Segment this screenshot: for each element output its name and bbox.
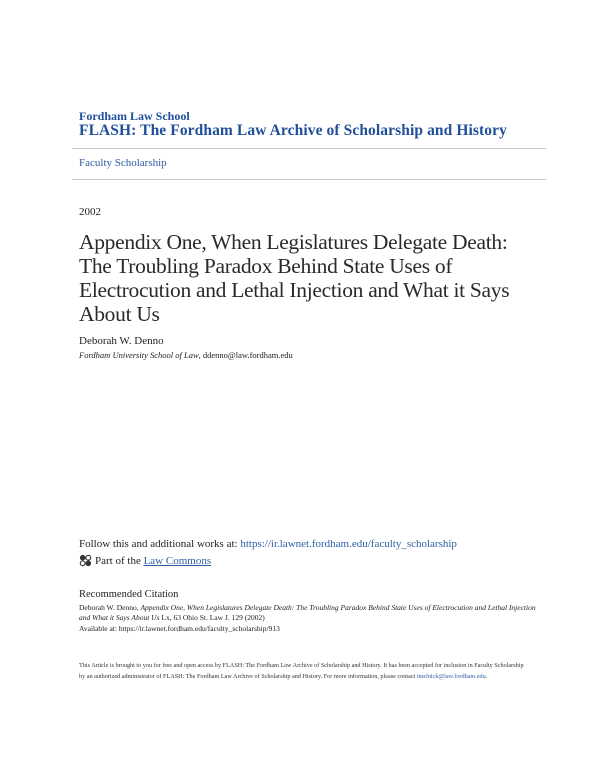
footer-notice [79,660,524,682]
affiliation-separator: , [198,350,203,360]
recommended-citation-heading: Recommended Citation [79,589,179,600]
collection-link[interactable]: Faculty Scholarship [79,157,167,169]
footer-text: This Article is brought to you for free and open access by FLASH: The Fordham Law Archive of Scholarship and History. It has been accepted for inclusion in Faculty Scholarship by an authorized administrator of FLASH: The Fordham Law Archive of Scholarship and History. For more information, please contact [79,662,524,680]
divider-top [72,148,546,149]
affiliation-text: Fordham University School of Law [79,350,199,360]
law-commons-link[interactable]: Law Commons [143,554,212,567]
citation-title: Appendix One, When Legislatures Delegate Death: The Troubling Paradox Behind State Uses of Electrocution and Lethal Injection and What it Says About Us [79,603,536,623]
school-name: Fordham Law School [79,109,190,123]
citation-available[interactable]: Available at: https://ir.lawnet.fordham.edu/faculty_scholarship/913 [79,623,280,633]
follow-url-link[interactable]: https://ir.lawnet.fordham.edu/faculty_scholarship [240,538,457,550]
citation-author: Deborah W. Denno, [79,603,141,612]
recommended-citation [79,603,539,634]
author-name: Deborah W. Denno [79,335,164,347]
article-title: Appendix One, When Legislatures Delegate Death: The Troubling Paradox Behind State Uses of Electrocution and Lethal Injection and What it Says About Us [79,230,510,326]
archive-name[interactable]: FLASH: The Fordham Law Archive of Scholarship and History [79,122,507,139]
follow-line [79,538,457,550]
contact-email-link[interactable]: tmelnick@law.fordham.edu [416,673,486,680]
part-of-label: Part of the [95,554,141,567]
divider-bottom [72,179,546,180]
part-of-line [79,554,211,567]
footer-end: . [485,673,488,680]
author-affiliation [79,350,293,360]
bepress-network-icon [79,554,92,567]
publication-year: 2002 [79,206,101,218]
citation-source: Lx, 63 Ohio St. Law J. 129 (2002) [159,613,265,623]
author-email: ddenno@law.fordham.edu [202,350,293,360]
follow-label: Follow this and additional works at: [79,538,241,550]
